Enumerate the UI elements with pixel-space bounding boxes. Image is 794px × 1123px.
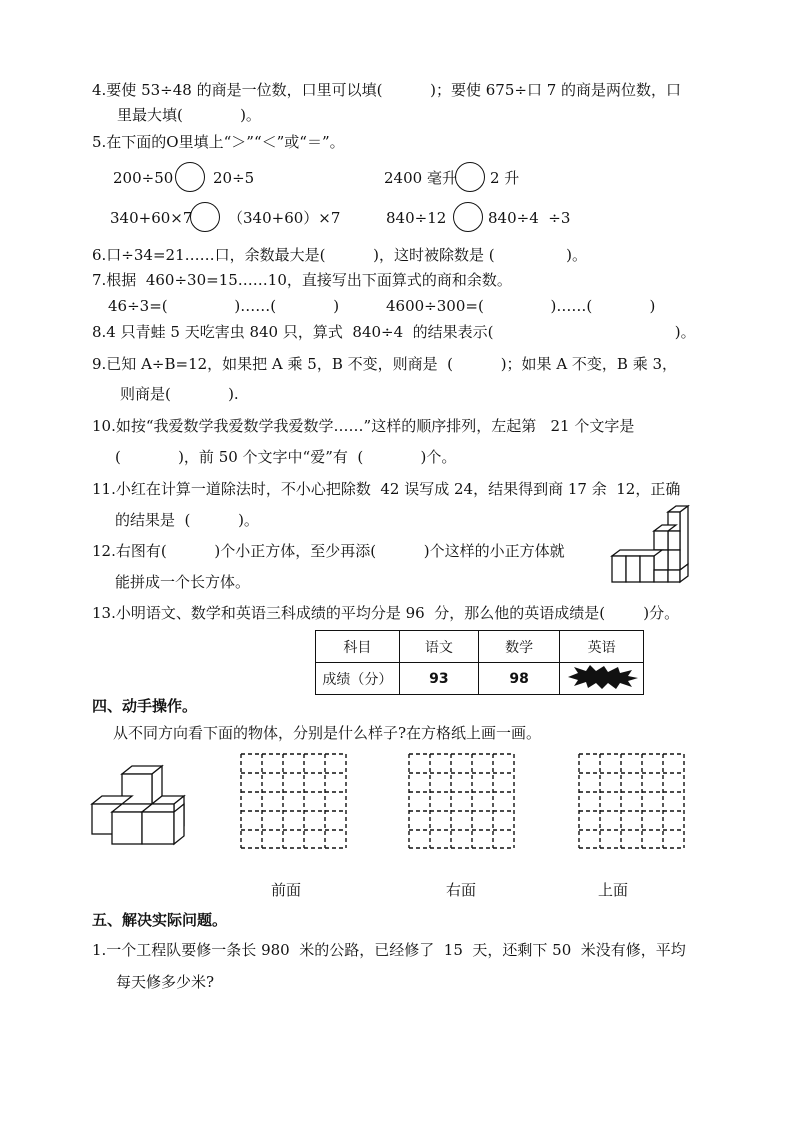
compare-circle-c[interactable] bbox=[190, 202, 220, 232]
q10-line1: 10.如按“我爱数学我爱数学我爱数学……”这样的顺序排列，左起第 21 个文字是 bbox=[92, 417, 635, 435]
header-subject: 科目 bbox=[316, 631, 400, 663]
q9-line1: 9.已知 A÷B=12，如果把 A 乘 5，B 不变，则商是 ( )；如果 A 不变，B 乘 3， bbox=[92, 355, 678, 373]
caption-top: 上面 bbox=[598, 881, 629, 899]
section4-prompt: 从不同方向看下面的物体，分别是什么样子?在方格纸上画一画。 bbox=[113, 724, 542, 742]
score-chinese: 93 bbox=[399, 663, 478, 695]
compare-circle-d[interactable] bbox=[453, 202, 483, 232]
q4-line2: 里最大填( )。 bbox=[117, 106, 261, 124]
q5-c-right: （340+60）×7 bbox=[228, 209, 341, 227]
row-label-score: 成绩（分） bbox=[316, 663, 400, 695]
score-table bbox=[315, 630, 644, 695]
header-english: 英语 bbox=[560, 631, 644, 663]
grid-paper-front[interactable] bbox=[240, 753, 347, 849]
q5-a-left: 200÷50 bbox=[113, 169, 174, 187]
header-chinese: 语文 bbox=[399, 631, 478, 663]
grid-paper-right[interactable] bbox=[408, 753, 515, 849]
block-figure bbox=[90, 764, 186, 848]
q7-right: 4600÷300=( )……( ) bbox=[386, 297, 656, 315]
compare-circle-b[interactable] bbox=[455, 162, 485, 192]
header-math: 数学 bbox=[479, 631, 560, 663]
q7-title: 7.根据 460÷30=15……10，直接写出下面算式的商和余数。 bbox=[92, 271, 512, 289]
compare-circle-a[interactable] bbox=[175, 162, 205, 192]
score-math: 98 bbox=[479, 663, 560, 695]
score-english-hidden bbox=[560, 663, 644, 695]
q10-line2: ( )，前 50 个文字中“爱”有 ( )个。 bbox=[115, 448, 457, 466]
section4-title: 四、动手操作。 bbox=[92, 697, 198, 715]
q9-line2: 则商是( ). bbox=[120, 385, 239, 403]
section5-q1-line1: 1.一个工程队要修一条长 980 米的公路，已经修了 15 天，还剩下 50 米没有修，平均 bbox=[92, 941, 686, 959]
q13-text: 13.小明语文、数学和英语三科成绩的平均分是 96 分，那么他的英语成绩是( )分。 bbox=[92, 604, 680, 622]
q5-c-left: 340+60×7 bbox=[110, 209, 193, 227]
caption-right: 右面 bbox=[446, 881, 477, 899]
section5-title: 五、解决实际问题。 bbox=[92, 911, 228, 929]
grid-paper-top[interactable] bbox=[578, 753, 685, 849]
q5-b-left: 2400 毫升 bbox=[384, 169, 457, 187]
q11-line1: 11.小红在计算一道除法时，不小心把除数 42 误写成 24，结果得到商 17 余 12，正确 bbox=[92, 480, 681, 498]
q7-left: 46÷3=( )……( ) bbox=[108, 297, 340, 315]
q8-text: 8.4 只青蛙 5 天吃害虫 840 只，算式 840÷4 的结果表示( )。 bbox=[92, 323, 696, 341]
section5-q1-line2: 每天修多少米? bbox=[116, 973, 215, 991]
q12-line2: 能拼成一个长方体。 bbox=[115, 573, 251, 591]
q6-text: 6.口÷34=21……口，余数最大是( )，这时被除数是 ( )。 bbox=[92, 246, 588, 264]
q5-title: 5.在下面的O里填上“＞”“＜”或“＝”。 bbox=[92, 133, 345, 151]
q4-line1: 4.要使 53÷48 的商是一位数，口里可以填( )；要使 675÷口 7 的商是两位数，口 bbox=[92, 81, 682, 99]
staircase-cubes-figure bbox=[604, 504, 692, 586]
q5-d-left: 840÷12 bbox=[386, 209, 447, 227]
caption-front: 前面 bbox=[271, 881, 302, 899]
ink-blot-icon bbox=[564, 664, 640, 690]
q5-a-right: 20÷5 bbox=[213, 169, 255, 187]
q12-line1: 12.右图有( )个小正方体，至少再添( )个这样的小正方体就 bbox=[92, 542, 565, 560]
q5-b-right: 2 升 bbox=[490, 169, 520, 187]
q11-line2: 的结果是 ( )。 bbox=[115, 511, 259, 529]
q5-d-right: 840÷4 ÷3 bbox=[488, 209, 571, 227]
